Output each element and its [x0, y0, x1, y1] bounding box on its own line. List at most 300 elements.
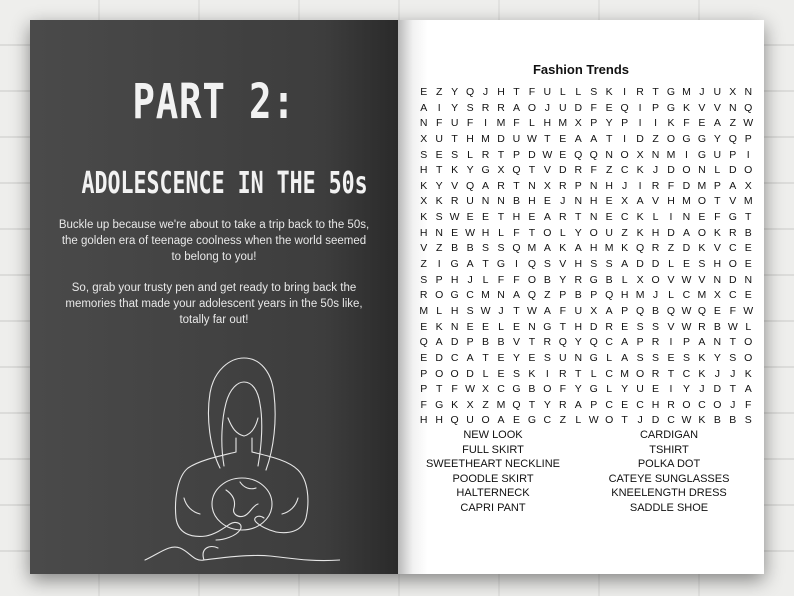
grid-letter: O [651, 273, 660, 286]
grid-letter: M [620, 367, 629, 380]
grid-letter: G [697, 132, 706, 145]
grid-letter: H [419, 414, 428, 427]
word-list-column-2 [584, 428, 754, 515]
grid-letter: N [589, 179, 598, 192]
grid-letter: M [682, 86, 691, 98]
grid-letter: K [744, 367, 752, 380]
grid-letter: V [713, 242, 721, 255]
grid-letter: J [714, 367, 720, 380]
grid-letter: O [620, 148, 629, 161]
grid-letter: L [436, 304, 443, 317]
grid-letter: A [574, 398, 582, 411]
grid-letter: Q [527, 289, 536, 302]
grid-letter: M [496, 398, 506, 411]
grid-letter: F [667, 179, 675, 192]
grid-letter: D [667, 164, 675, 177]
grid-letter: F [528, 86, 536, 98]
grid-letter: S [435, 211, 443, 224]
grid-letter: P [729, 148, 737, 161]
grid-letter: M [558, 117, 568, 130]
grid-letter: A [636, 195, 644, 208]
grid-letter: L [668, 258, 674, 271]
grid-letter: D [682, 242, 691, 255]
grid-letter: P [682, 336, 690, 349]
grid-letter: W [743, 304, 754, 317]
grid-letter: W [526, 304, 537, 317]
grid-letter: O [697, 226, 706, 239]
grid-letter: B [729, 414, 737, 427]
grid-letter: T [575, 367, 582, 380]
grid-letter: N [713, 336, 722, 349]
word-list-item: SADDLE SHOE [629, 501, 709, 514]
grid-letter: T [513, 86, 520, 98]
grid-letter: C [497, 383, 505, 396]
grid-letter: U [543, 86, 552, 98]
grid-letter: L [621, 273, 628, 286]
grid-letter: E [559, 148, 567, 161]
grid-letter: R [651, 336, 660, 349]
grid-letter: O [744, 164, 753, 177]
left-page [30, 20, 398, 574]
grid-letter: S [698, 258, 706, 271]
word-search-grid [416, 85, 756, 429]
grid-letter: P [636, 336, 644, 349]
grid-letter: Q [636, 304, 645, 317]
grid-letter: A [682, 226, 690, 239]
grid-letter: T [667, 367, 675, 380]
grid-letter: U [559, 351, 567, 364]
grid-letter: Z [621, 226, 628, 239]
grid-letter: T [528, 164, 536, 177]
grid-letter: T [559, 320, 567, 333]
grid-letter: C [698, 398, 706, 411]
grid-letter: C [450, 351, 459, 364]
grid-letter: L [652, 211, 659, 224]
grid-letter: K [451, 398, 459, 411]
grid-letter: K [682, 101, 690, 114]
grid-letter: A [713, 117, 721, 130]
grid-letter: O [435, 289, 444, 302]
grid-letter: G [589, 383, 598, 396]
grid-letter: B [713, 414, 721, 427]
grid-letter: N [605, 148, 613, 161]
grid-letter: O [697, 195, 706, 208]
grid-letter: R [605, 320, 613, 333]
grid-letter: N [744, 273, 753, 286]
grid-letter: E [698, 211, 706, 224]
woman-holding-globe-illustration [140, 348, 340, 570]
grid-letter: N [419, 117, 428, 130]
grid-letter: D [667, 226, 675, 239]
grid-letter: J [482, 86, 489, 98]
grid-letter: F [590, 101, 597, 114]
grid-letter: Y [451, 101, 459, 114]
grid-letter: G [682, 132, 691, 145]
grid-letter: E [420, 351, 428, 364]
grid-letter: O [543, 226, 552, 239]
grid-letter: L [575, 414, 582, 427]
grid-letter: U [559, 101, 567, 114]
grid-letter: K [605, 86, 613, 98]
grid-letter: J [699, 383, 705, 396]
grid-letter: U [636, 383, 644, 396]
grid-letter: J [652, 289, 659, 302]
puzzle-title: Fashion Trends [532, 62, 630, 77]
grid-letter: E [466, 320, 474, 333]
grid-letter: T [528, 226, 536, 239]
grid-letter: P [435, 273, 443, 286]
grid-letter: G [435, 398, 444, 411]
grid-letter: R [543, 336, 552, 349]
grid-letter: T [497, 211, 505, 224]
grid-letter: C [605, 336, 613, 349]
grid-letter: E [682, 258, 690, 271]
grid-letter: E [497, 367, 505, 380]
grid-letter: X [466, 398, 474, 411]
grid-letter: W [727, 320, 738, 333]
grid-letter: Y [713, 132, 721, 145]
grid-letter: X [482, 383, 490, 396]
grid-letter: F [435, 117, 443, 130]
grid-letter: T [482, 258, 489, 271]
grid-letter: K [636, 226, 644, 239]
grid-letter: P [466, 336, 474, 349]
grid-letter: K [636, 211, 644, 224]
grid-letter: I [638, 101, 642, 114]
grid-letter: K [559, 242, 567, 255]
grid-letter: E [713, 304, 721, 317]
grid-letter: F [451, 383, 458, 396]
grid-letter: O [605, 414, 614, 427]
grid-letter: G [527, 414, 536, 427]
grid-letter: F [559, 383, 567, 396]
grid-letter: N [450, 320, 459, 333]
grid-letter: B [543, 273, 551, 286]
grid-letter: J [467, 273, 473, 286]
grid-letter: H [450, 304, 459, 317]
grid-letter: B [451, 242, 459, 255]
grid-letter: R [574, 273, 583, 286]
grid-letter: T [513, 304, 520, 317]
grid-letter: X [636, 273, 644, 286]
grid-letter: D [651, 414, 660, 427]
grid-letter: B [512, 195, 520, 208]
grid-letter: L [467, 148, 473, 161]
grid-letter: E [482, 211, 490, 224]
grid-letter: W [681, 414, 692, 427]
word-list-item: HALTERNECK [456, 487, 530, 499]
grid-letter: H [574, 258, 583, 271]
grid-letter: K [698, 367, 706, 380]
grid-letter: U [713, 86, 722, 98]
grid-letter: S [466, 304, 474, 317]
grid-letter: L [498, 320, 504, 333]
grid-letter: I [669, 383, 673, 396]
grid-letter: L [606, 383, 613, 396]
grid-letter: L [528, 117, 535, 130]
grid-letter: S [482, 242, 490, 255]
grid-letter: A [621, 258, 629, 271]
grid-letter: O [728, 258, 737, 271]
grid-letter: P [574, 179, 582, 192]
grid-letter: X [543, 179, 551, 192]
grid-letter: E [451, 226, 459, 239]
grid-letter: M [419, 304, 429, 317]
grid-letter: Y [574, 226, 582, 239]
grid-letter: W [465, 226, 476, 239]
grid-letter: H [651, 226, 660, 239]
grid-letter: I [654, 117, 657, 130]
grid-letter: Y [713, 351, 721, 364]
grid-letter: Q [636, 242, 645, 255]
grid-letter: E [744, 258, 752, 271]
grid-letter: H [481, 226, 490, 239]
grid-letter: E [466, 211, 474, 224]
grid-letter: F [714, 211, 721, 224]
grid-letter: R [481, 101, 490, 114]
grid-letter: A [590, 132, 598, 145]
grid-letter: T [652, 86, 659, 98]
grid-letter: C [466, 289, 474, 302]
grid-letter: D [682, 179, 691, 192]
grid-letter: Q [605, 289, 614, 302]
grid-letter: H [543, 117, 552, 130]
grid-letter: G [666, 101, 676, 114]
grid-letter: U [713, 148, 722, 161]
grid-letter: Y [512, 351, 520, 364]
grid-letter: R [559, 398, 567, 411]
grid-letter: L [714, 164, 721, 177]
grid-letter: N [574, 351, 583, 364]
grid-letter: Z [729, 117, 737, 130]
grid-letter: H [419, 164, 428, 177]
grid-letter: A [543, 304, 551, 317]
grid-letter: I [545, 367, 549, 380]
grid-letter: X [574, 117, 582, 130]
grid-letter: S [420, 273, 428, 286]
part-subtitle: ADOLESCENCE IN THE 50s [81, 166, 368, 201]
grid-letter: R [574, 164, 583, 177]
grid-letter: B [652, 304, 660, 317]
word-list-item: SWEETHEART NECKLINE [425, 458, 561, 470]
grid-letter: A [574, 242, 582, 255]
grid-letter: G [496, 258, 506, 271]
grid-letter: L [606, 351, 613, 364]
grid-letter: N [481, 195, 490, 208]
grid-letter: Z [652, 132, 659, 145]
grid-letter: I [437, 101, 441, 114]
grid-letter: T [729, 336, 737, 349]
grid-letter: H [620, 289, 629, 302]
grid-letter: L [590, 367, 597, 380]
grid-letter: N [651, 148, 660, 161]
grid-letter: V [667, 320, 675, 333]
grid-letter: A [482, 179, 490, 192]
grid-letter: X [497, 164, 505, 177]
grid-letter: K [698, 414, 706, 427]
grid-letter: I [514, 258, 518, 271]
grid-letter: T [435, 164, 443, 177]
grid-letter: R [651, 242, 660, 255]
grid-letter: N [713, 273, 722, 286]
grid-letter: Q [419, 336, 428, 349]
grid-letter: W [681, 273, 692, 286]
grid-letter: E [744, 242, 752, 255]
grid-letter: J [730, 367, 736, 380]
grid-letter: X [713, 289, 721, 302]
grid-letter: C [667, 414, 675, 427]
grid-letter: D [729, 164, 737, 177]
grid-letter: A [621, 351, 629, 364]
grid-letter: T [482, 351, 489, 364]
grid-letter: P [621, 304, 629, 317]
grid-letter: H [497, 86, 505, 98]
grid-letter: X [744, 179, 752, 192]
grid-letter: H [466, 132, 474, 145]
grid-letter: A [497, 414, 505, 427]
grid-letter: S [590, 258, 598, 271]
grid-letter: Y [435, 179, 443, 192]
grid-letter: J [652, 164, 659, 177]
intro-paragraph-2: So, grab your trusty pen and get ready to bring back the memories that made your adolescent years in the 50s like, totally far out! [65, 282, 363, 326]
grid-letter: A [466, 351, 474, 364]
grid-letter: V [420, 242, 428, 255]
grid-letter: N [497, 289, 505, 302]
grid-letter: B [466, 242, 474, 255]
grid-letter: F [513, 226, 520, 239]
grid-letter: E [559, 132, 567, 145]
grid-letter: C [682, 367, 691, 380]
grid-letter: U [466, 414, 474, 427]
grid-letter: S [590, 86, 598, 98]
grid-letter: V [451, 179, 459, 192]
grid-letter: A [729, 179, 737, 192]
grid-letter: F [513, 273, 520, 286]
grid-letter: U [435, 132, 443, 145]
grid-letter: I [484, 117, 487, 130]
grid-letter: I [638, 179, 642, 192]
grid-letter: D [636, 258, 644, 271]
grid-letter: O [744, 351, 753, 364]
grid-letter: C [605, 398, 613, 411]
grid-letter: C [620, 164, 629, 177]
grid-letter: T [745, 211, 752, 224]
grid-letter: Q [744, 101, 753, 114]
grid-letter: N [528, 179, 536, 192]
grid-letter: H [589, 242, 598, 255]
grid-letter: R [559, 179, 567, 192]
grid-letter: N [589, 211, 598, 224]
grid-letter: A [621, 336, 629, 349]
grid-letter: M [697, 179, 707, 192]
grid-letter: L [668, 289, 674, 302]
grid-letter: M [496, 117, 506, 130]
grid-letter: H [435, 414, 443, 427]
grid-letter: L [559, 226, 566, 239]
grid-letter: A [698, 336, 706, 349]
grid-letter: M [527, 242, 537, 255]
grid-letter: Q [589, 336, 598, 349]
grid-letter: N [497, 195, 505, 208]
grid-letter: D [651, 258, 660, 271]
grid-letter: N [698, 164, 706, 177]
grid-letter: A [574, 132, 582, 145]
grid-letter: S [451, 148, 459, 161]
grid-letter: R [729, 226, 737, 239]
grid-letter: I [623, 86, 627, 98]
intro-paragraph-1: Buckle up because we're about to take a trip back to the 50s, the golden era of teenage coolness when the world seemed to belong to you! [58, 219, 370, 263]
grid-letter: E [435, 148, 443, 161]
grid-letter: Z [605, 164, 613, 177]
grid-letter: F [683, 117, 690, 130]
grid-letter: Q [728, 132, 737, 145]
grid-letter: R [667, 398, 675, 411]
grid-letter: V [652, 195, 660, 208]
grid-letter: S [497, 242, 505, 255]
grid-letter: W [542, 148, 553, 161]
grid-letter: G [728, 211, 737, 224]
grid-letter: K [698, 242, 706, 255]
grid-letter: V [713, 101, 721, 114]
grid-letter: Y [621, 383, 629, 396]
grid-letter: L [559, 86, 566, 98]
grid-letter: M [666, 148, 676, 161]
grid-letter: G [450, 258, 459, 271]
grid-letter: K [435, 320, 443, 333]
grid-letter: Q [666, 304, 676, 317]
grid-letter: B [528, 383, 536, 396]
grid-letter: T [513, 179, 520, 192]
grid-letter: E [605, 211, 613, 224]
grid-letter: G [512, 383, 521, 396]
grid-letter: R [636, 86, 644, 98]
grid-letter: R [419, 289, 428, 302]
grid-letter: X [590, 304, 598, 317]
grid-letter: F [513, 117, 520, 130]
grid-letter: E [512, 320, 520, 333]
grid-letter: M [682, 195, 691, 208]
grid-letter: Q [589, 148, 598, 161]
grid-letter: P [420, 383, 428, 396]
grid-letter: Q [574, 148, 583, 161]
grid-letter: Z [482, 398, 489, 411]
grid-letter: W [526, 132, 537, 145]
grid-letter: P [744, 132, 752, 145]
grid-letter: K [621, 242, 629, 255]
grid-letter: W [743, 117, 754, 130]
grid-letter: Z [544, 289, 551, 302]
grid-letter: Z [559, 414, 567, 427]
grid-letter: O [543, 383, 552, 396]
grid-letter: B [482, 336, 490, 349]
grid-letter: B [605, 273, 613, 286]
grid-letter: G [666, 86, 676, 98]
grid-letter: R [559, 367, 567, 380]
grid-letter: N [574, 195, 583, 208]
grid-letter: O [682, 164, 691, 177]
grid-letter: C [543, 414, 552, 427]
grid-letter: D [435, 351, 443, 364]
grid-letter: I [746, 148, 750, 161]
grid-letter: B [574, 289, 582, 302]
word-list-item: CAPRI PANT [460, 501, 526, 514]
grid-letter: X [729, 86, 737, 98]
grid-letter: F [590, 164, 597, 177]
grid-letter: R [651, 179, 660, 192]
grid-letter: E [497, 351, 505, 364]
grid-letter: V [543, 164, 551, 177]
grid-letter: K [713, 226, 721, 239]
